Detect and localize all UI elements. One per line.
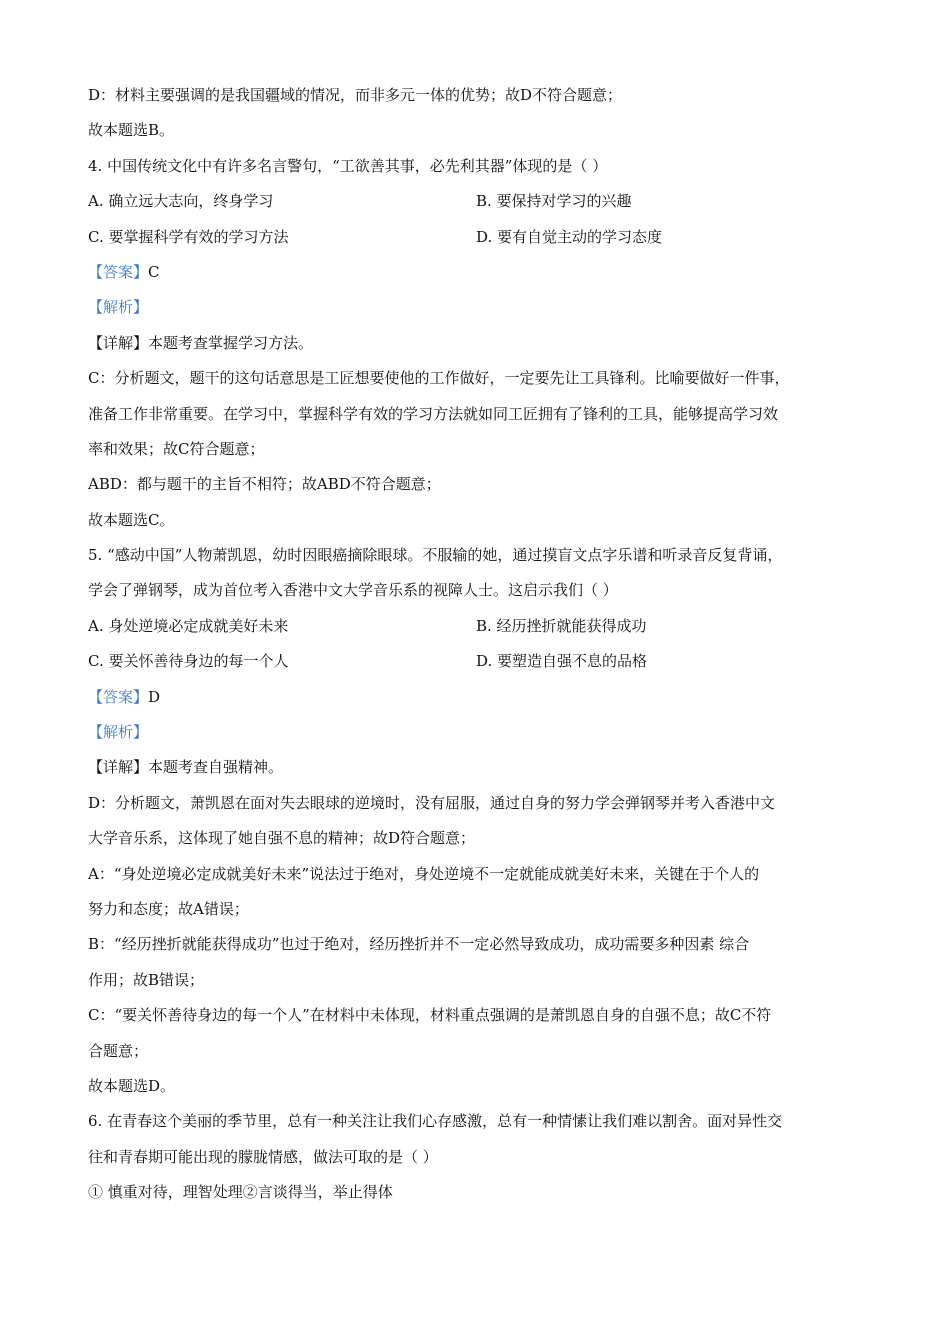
- q4-explanation-line: 率和效果；故C符合题意；: [88, 439, 265, 458]
- q4-explanation-line: 准备工作非常重要。在学习中，掌握科学有效的学习方法就如同工匠拥有了锋利的工具，能够提高学习效: [88, 404, 779, 423]
- answer-value: D: [148, 687, 161, 706]
- answer-value: C: [148, 262, 160, 281]
- q6-stem-line-1: 6. 在青春这个美丽的季节里，总有一种关注让我们心存感激，总有一种情愫让我们难以割舍。面对异性交: [88, 1112, 783, 1131]
- q5-stem-line-1: 5. “感动中国”人物萧凯恩，幼时因眼癌摘除眼球。不服输的她，通过摸盲文点字乐谱和听录音反复背诵，: [88, 546, 783, 565]
- q4-explanation-line: ABD：都与题干的主旨不相符；故ABD不符合题意；: [88, 475, 441, 494]
- q5-option-c: C. 要关怀善待身边的每一个人: [88, 652, 289, 671]
- q4-analysis-heading: [88, 290, 868, 325]
- q5-explanation-line: 大学音乐系，这体现了她自强不息的精神；故D符合题意；: [88, 829, 476, 848]
- q5-explanation-line: A：“身处逆境必定成就美好未来”说法过于绝对，身处逆境不一定就能成就美好未来，关键在于个人的: [88, 864, 760, 883]
- q5-analysis-heading: [88, 715, 868, 750]
- q4-option-b: B. 要保持对学习的兴趣: [476, 192, 632, 211]
- analysis-tag: 【解析】: [88, 298, 149, 317]
- document-page: [88, 78, 868, 1211]
- q5-detail: [88, 750, 868, 785]
- q5-option-b: B. 经历挫折就能获得成功: [476, 616, 647, 635]
- detail-text: 本题考查自强精神。: [148, 758, 284, 777]
- q4-options-row-1: [88, 184, 868, 219]
- analysis-tag: 【解析】: [88, 723, 149, 742]
- q5-explanation-line: B：“经历挫折就能获得成功”也过于绝对，经历挫折并不一定必然导致成功，成功需要多种因素 综合: [88, 935, 750, 954]
- q4-stem: 4. 中国传统文化中有许多名言警句，“工欲善其事，必先利其器”体现的是（ ）: [88, 156, 608, 175]
- q6-stem-line-2: 往和青春期可能出现的朦胧情感，做法可取的是（ ）: [88, 1147, 438, 1166]
- q5-explanation-line: 合题意；: [88, 1041, 149, 1060]
- answer-tag: 【答案】: [88, 687, 149, 706]
- q4-option-c: C. 要掌握科学有效的学习方法: [88, 227, 289, 246]
- q5-final-answer: 故本题选D。: [88, 1076, 176, 1095]
- detail-tag: 【详解】: [88, 758, 149, 777]
- q4-detail: [88, 326, 868, 361]
- q4-option-d: D. 要有自觉主动的学习态度: [476, 227, 663, 246]
- q5-stem-line-2: 学会了弹钢琴，成为首位考入香港中文大学音乐系的视障人士。这启示我们（ ）: [88, 581, 618, 600]
- q6-statement: ① 慎重对待，理智处理②言谈得当，举止得体: [88, 1183, 393, 1202]
- q4-final-answer: 故本题选C。: [88, 510, 175, 529]
- q5-options-row-2: [88, 644, 868, 679]
- q5-explanation-line: C：“要关怀善待身边的每一个人”在材料中未体现，材料重点强调的是萧凯恩自身的自强不息；故C不符: [88, 1006, 772, 1025]
- answer-tag: 【答案】: [88, 262, 149, 281]
- q4-explanation-line: C：分析题文，题干的这句话意思是工匠想要使他的工作做好，一定要先让工具锋利。比喻要做好一件事，: [88, 369, 790, 388]
- detail-tag: 【详解】: [88, 333, 149, 352]
- q5-options-row-1: [88, 609, 868, 644]
- q5-explanation-line: 努力和态度；故A错误；: [88, 899, 249, 918]
- detail-text: 本题考查掌握学习方法。: [148, 333, 314, 352]
- q5-explanation-line: 作用；故B错误；: [88, 970, 205, 989]
- q4-options-row-2: [88, 220, 868, 255]
- q5-explanation-line: D：分析题文，萧凯恩在面对失去眼球的逆境时，没有屈服，通过自身的努力学会弹钢琴并考入香港中文: [88, 793, 776, 812]
- q5-option-a: A. 身处逆境必定成就美好未来: [88, 616, 289, 635]
- q3-final-answer: 故本题选B。: [88, 121, 175, 140]
- q4-option-a: A. 确立远大志向，终身学习: [88, 192, 274, 211]
- q3-option-d-analysis: D：材料主要强调的是我国疆域的情况，而非多元一体的优势；故D不符合题意；: [88, 86, 623, 104]
- q5-option-d: D. 要塑造自强不息的品格: [476, 652, 648, 671]
- q5-answer: [88, 680, 868, 715]
- q4-answer: [88, 255, 868, 290]
